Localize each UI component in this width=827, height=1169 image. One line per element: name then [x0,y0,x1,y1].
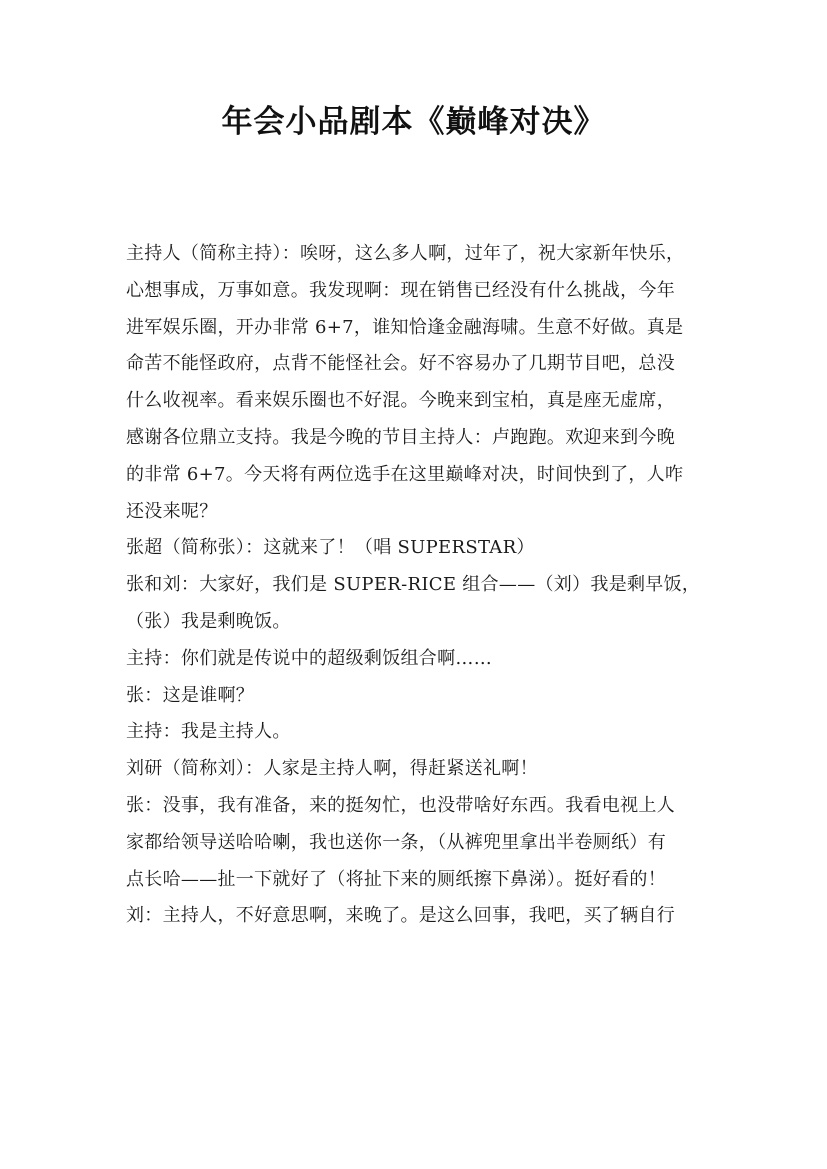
text-line: 张超（简称张）：这就来了！（唱 SUPERSTAR） [126,537,535,559]
text-line: 家都给领导送哈哈喇，我也送你一条，（从裤兜里拿出半卷厕纸）有 [126,831,666,853]
text-line: 主持人（简称主持）：唉呀，这么多人啊，过年了，祝大家新年快乐， [126,243,685,264]
text-line: 进军娱乐圈，开办非常 6+7，谁知恰逢金融海啸。生意不好做。真是 [126,316,684,338]
text-line: 张和刘：大家好，我们是 SUPER-RICE 组合——（刘）我是剩早饭， [126,574,701,596]
text-line: 张：这是谁啊？ [126,684,255,706]
text-line: 主持：你们就是传说中的超级剩饭组合啊…… [126,647,492,669]
document-title: 年会小品剧本《巅峰对决》 [221,104,606,140]
text-line: 张：没事，我有准备，来的挺匆忙，也没带啥好东西。我看电视上人 [126,794,675,816]
text-line: 命苦不能怪政府，点背不能怪社会。好不容易办了几期节目吧，总没 [126,353,675,375]
text-line: 主持：我是主持人。 [126,721,291,743]
text-line: 点长哈——扯一下就好了（将扯下来的厕纸擦下鼻涕）。挺好看的！ [126,868,666,890]
text-line: 什么收视率。看来娱乐圈也不好混。今晚来到宝柏，真是座无虚席， [126,390,675,412]
text-line: 刘：主持人，不好意思啊，来晚了。是这么回事，我吧，买了辆自行 [126,905,675,927]
document-body [126,236,716,935]
text-line: 感谢各位鼎立支持。我是今晚的节目主持人：卢跑跑。欢迎来到今晚 [126,426,675,448]
text-line: 刘研（简称刘）：人家是主持人啊，得赶紧送礼啊！ [126,758,538,780]
text-line: （张）我是剩晚饭。 [126,610,291,632]
text-line: 的非常 6+7。今天将有两位选手在这里巅峰对决，时间快到了，人咋 [126,463,684,485]
text-line: 心想事成，万事如意。我发现啊：现在销售已经没有什么挑战，今年 [126,279,675,301]
text-line: 还没来呢？ [126,500,218,522]
